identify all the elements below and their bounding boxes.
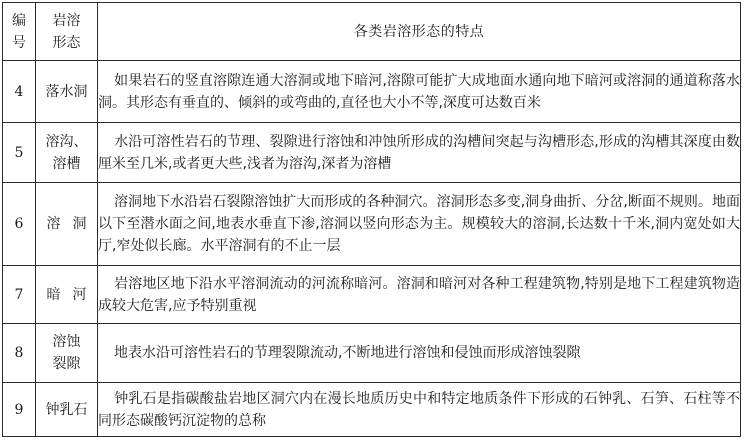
table-row — [3, 383, 741, 437]
row-type-line1: 暗河 — [46, 286, 99, 303]
row-type-line1: 钟乳石 — [45, 401, 88, 418]
header-description: 各类岩溶形态的特点 — [98, 3, 741, 61]
row-description — [98, 123, 741, 183]
row-type-line1: 溶洞 — [46, 216, 99, 232]
header-number-line2: 号 — [12, 34, 26, 51]
row-number: 8 — [3, 324, 36, 383]
row-type — [36, 266, 98, 324]
row-type-line1: 溶沟、 — [45, 133, 88, 150]
row-type — [36, 324, 98, 383]
row-description-text: 如果岩石的竖直溶隙连通大溶洞或地下暗河,溶隙可能扩大成地面水通向地下暗河或溶洞的通道称落水洞。其形态有垂直的、倾斜的或弯曲的,直径也大小不等,深度可达数百米 — [98, 72, 740, 111]
header-number — [3, 3, 36, 61]
row-type — [36, 183, 98, 266]
table-row — [3, 266, 741, 324]
table-header-row — [3, 3, 741, 61]
row-number: 9 — [3, 383, 36, 437]
row-number: 7 — [3, 266, 36, 324]
row-type — [36, 123, 98, 183]
row-description — [98, 324, 741, 383]
row-number: 5 — [3, 123, 36, 183]
row-description — [98, 61, 741, 123]
row-type-line2: 溶槽 — [52, 155, 81, 172]
table-row — [3, 324, 741, 383]
header-number-line1: 编 — [12, 12, 26, 29]
row-type-line2: 裂隙 — [52, 356, 81, 372]
table-row — [3, 183, 741, 266]
row-description-text: 溶洞地下水沿岩石裂隙溶蚀扩大而形成的各种洞穴。溶洞形态多变,洞身曲折、分岔,断面不规则。地面以下至潜水面之间,地表水垂直下渗,溶洞以竖向形态为主。规模较大的溶洞,长达数十千米,洞内宽处如大厅,窄处似长廊。水平溶洞有的不止一层 — [98, 194, 740, 254]
row-description — [98, 383, 741, 437]
row-description — [98, 183, 741, 266]
row-description-text: 水沿可溶性岩石的节理、裂隙进行溶蚀和冲蚀所形成的沟槽间突起与沟槽形态,形成的沟槽其深度由数厘米至几米,或者更大些,浅者为溶沟,深者为溶槽 — [98, 133, 740, 172]
row-type — [36, 61, 98, 123]
header-type-line1: 岩溶 — [52, 12, 81, 29]
table-row — [3, 61, 741, 123]
row-type — [36, 383, 98, 437]
row-description-text: 地表水沿可溶性岩石的节理裂隙流动,不断地进行溶蚀和侵蚀而形成溶蚀裂隙 — [114, 345, 581, 361]
header-type — [36, 3, 98, 61]
table-row — [3, 123, 741, 183]
karst-forms-table — [2, 2, 741, 437]
row-description — [98, 266, 741, 324]
header-type-line2: 形态 — [52, 34, 81, 51]
row-number: 4 — [3, 61, 36, 123]
row-type-line1: 溶蚀 — [52, 334, 81, 350]
row-type-line1: 落水洞 — [45, 83, 88, 100]
row-description-text: 钟乳石是指碳酸盐岩地区洞穴内在漫长地质历史中和特定地质条件下形成的石钟乳、石笋、石柱等不同形态碳酸钙沉淀物的总称 — [98, 390, 740, 429]
row-description-text: 岩溶地区地下沿水平溶洞流动的河流称暗河。溶洞和暗河对各种工程建筑物,特别是地下工程建筑物造成较大危害,应予特别重视 — [98, 275, 740, 314]
row-number: 6 — [3, 183, 36, 266]
